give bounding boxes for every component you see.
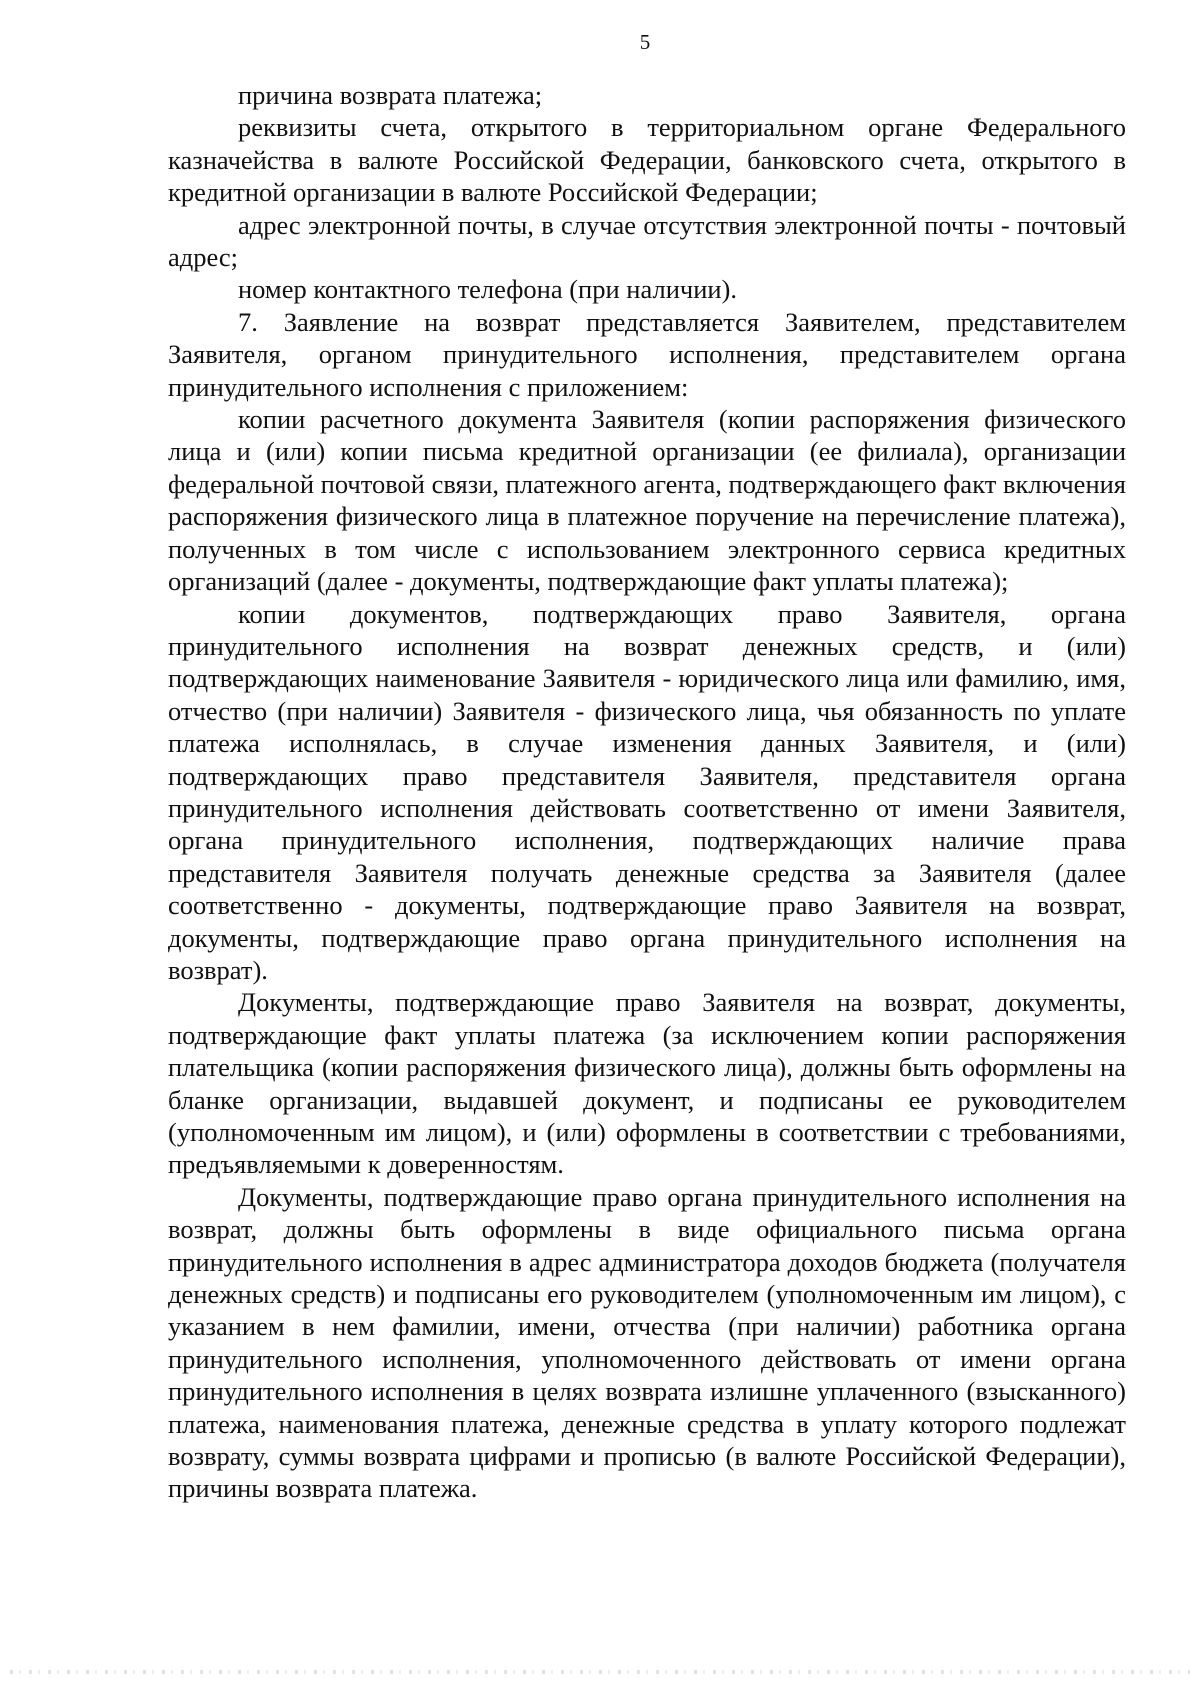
scan-edge-artifact xyxy=(10,1670,1190,1674)
paragraph-account-details: реквизиты счета, открытого в территориальном органе Федерального казначейства в валюте Российской Федерации, банковского счета, открытого в кредитной организации в валюте Российской Федерации; xyxy=(168,112,1126,208)
paragraph-document-requirements: Документы, подтверждающие право Заявителя на возврат, документы, подтверждающие факт уплаты платежа (за исключением копии распоряжения плательщика (копии распоряжения физического лица), должны быть оформлены на бланке организации, выдавшей документ, и подписаны ее руководителем (уполномоченным им лицом), и (или) оформлены в соответствии с требованиями, предъявляемыми к доверенностям. xyxy=(168,987,1126,1180)
document-body xyxy=(168,79,1126,1505)
paragraph-section-7: 7. Заявление на возврат представляется Заявителем, представителем Заявителя, органом принудительного исполнения, представителем органа принудительного исполнения с приложением: xyxy=(168,306,1126,402)
page-number: 5 xyxy=(639,30,651,54)
paragraph-right-confirmation-copies: копии документов, подтверждающих право Заявителя, органа принудительного исполнения на возврат денежных средств, и (или) подтверждающих наименование Заявителя - юридического лица или фамилию, имя, отчество (при наличии) Заявителя - физического лица, чья обязанность по уплате платежа исполнялась, в случае изменения данных Заявителя, и (или) подтверждающих право представителя Заявителя, представителя органа принудительного исполнения действовать соответственно от имени Заявителя, органа принудительного исполнения, подтверждающих наличие права представителя Заявителя получать денежные средства за Заявителя (далее соответственно - документы, подтверждающие право Заявителя на возврат, документы, подтверждающие право органа принудительного исполнения на возврат). xyxy=(168,598,1126,985)
paragraph-enforcement-body-letter: Документы, подтверждающие право органа принудительного исполнения на возврат, должны быть оформлены в виде официального письма органа принудительного исполнения в адрес администратора доходов бюджета (получателя денежных средств) и подписаны его руководителем (уполномоченным им лицом), с указанием в нем фамилии, имени, отчества (при наличии) работника органа принудительного исполнения, уполномоченного действовать от имени органа принудительного исполнения в целях возврата излишне уплаченного (взысканного) платежа, наименования платежа, денежные средства в уплату которого подлежат возврату, суммы возврата цифрами и прописью (в валюте Российской Федерации), причины возврата платежа. xyxy=(168,1181,1126,1504)
paragraph-phone-number: номер контактного телефона (при наличии). xyxy=(238,274,738,305)
paragraph-refund-reason: причина возврата платежа; xyxy=(238,80,543,110)
paragraph-email-address: адрес электронной почты, в случае отсутствия электронной почты - почтовый адрес; xyxy=(168,209,1126,273)
paragraph-payment-document-copies: копии расчетного документа Заявителя (копии распоряжения физического лица и (или) копии письма кредитной организации (ее филиала), организации федеральной почтовой связи, платежного агента, подтверждающего факт включения распоряжения физического лица в платежное поручение на перечисление платежа), полученных в том числе с использованием электронного сервиса кредитных организаций (далее - документы, подтверждающие факт уплаты платежа); xyxy=(168,404,1126,597)
